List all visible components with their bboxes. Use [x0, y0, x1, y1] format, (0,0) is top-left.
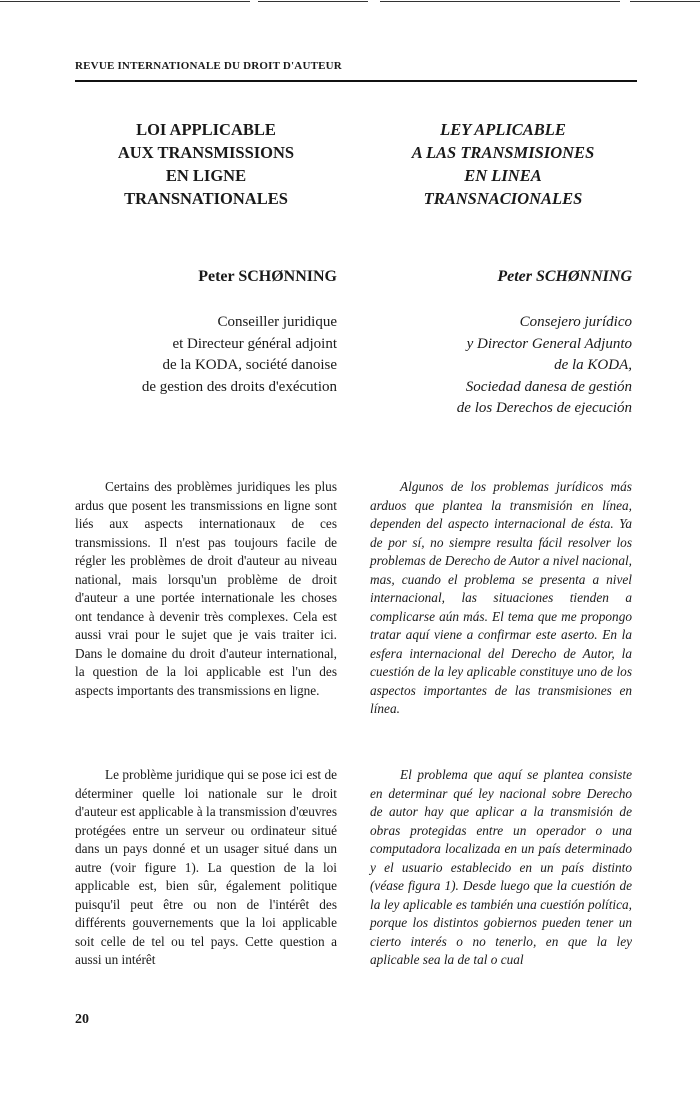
- title-french: [75, 118, 337, 210]
- page-number: 20: [75, 1012, 89, 1027]
- top-scan-edge: [0, 0, 700, 3]
- running-header: REVUE INTERNATIONALE DU DROIT D'AUTEUR: [75, 60, 342, 72]
- affiliation-es-line: Sociedad danesa de gestión: [465, 378, 632, 395]
- title-es-line: TRANSNACIONALES: [423, 189, 583, 208]
- title-es-line: A LAS TRANSMISIONES: [411, 143, 595, 162]
- affiliation-spanish: [370, 312, 632, 420]
- paragraph-text: Certains des problèmes juridiques les plus ardus que posent les transmissions en ligne sont liés aux aspects internationaux de ces transmissions. Il n'est pas toujours facile de régler les problèmes de droit d'auteur au niveau national, mais lorsqu'un problème de droit d'auteur a une portée internationale les choses ont tendance à devenir très complexes. Cela est aussi vrai pour le sujet que je vais traiter ici. Dans le domaine du droit d'auteur international, la question de la loi applicable est l'un des aspects importants des transmissions en ligne.: [75, 479, 337, 698]
- affiliation-fr-line: de la KODA, société danoise: [162, 357, 337, 373]
- affiliation-es-line: de la KODA,: [554, 357, 632, 373]
- affiliation-es-line: de los Derechos de ejecución: [456, 400, 632, 416]
- body-fr-paragraph-2: [75, 766, 337, 970]
- paragraph-text: El problema que aquí se plantea consiste en determinar qué ley nacional sobre Derecho de autor hay que aplicar a la transmisión de obras protegidas entre un operador o una computadora localizada en un país determinado y el usuario establecido en un país distinto (véase figura 1). Desde luego que la cuestión de la ley aplicable es también una cuestión política, porque los distintos gobiernos pueden tener un cierto interés o no tenerlo, en que la ley aplicable sea la de tal o cual: [370, 767, 632, 967]
- affiliation-french: [75, 312, 337, 398]
- title-fr-line: AUX TRANSMISSIONS: [117, 143, 295, 162]
- title-spanish: [372, 118, 634, 210]
- affiliation-es-line: Consejero jurídico: [519, 314, 632, 330]
- affiliation-fr-line: Conseiller juridique: [217, 314, 337, 330]
- title-fr-line: EN LIGNE: [165, 166, 247, 185]
- title-fr-line: LOI APPLICABLE: [136, 120, 276, 139]
- body-fr-paragraph-1: [75, 478, 337, 700]
- body-es-paragraph-1: [370, 478, 632, 719]
- author-spanish: Peter SCHØNNING: [497, 268, 632, 285]
- author-french: Peter SCHØNNING: [198, 268, 337, 285]
- body-es-paragraph-2: [370, 766, 632, 970]
- affiliation-fr-line: de gestion des droits d'exécution: [141, 378, 337, 395]
- title-es-line: EN LINEA: [464, 166, 542, 185]
- paragraph-text: Algunos de los problemas jurídicos más arduos que plantea la transmisión en línea, dependen del aspecto internacional de ésta. Ya de por sí, no siempre resulta fácil resolver los problemas de Derecho de Autor a nivel nacional, mas, cuando el problema se presenta a nivel internacional, las situaciones tienden a complicarse aún más. El tema que me propongo tratar aquí viene a confirmar este aserto. En la esfera internacional del Derecho de Autor, la cuestión de la ley aplicable constituye uno de los aspectos importantes de las transmisiones en línea.: [370, 479, 632, 716]
- affiliation-fr-line: et Directeur général adjoint: [172, 335, 337, 352]
- header-rule: [75, 80, 637, 82]
- affiliation-es-line: y Director General Adjunto: [466, 335, 632, 352]
- paragraph-text: Le problème juridique qui se pose ici est de déterminer quelle loi nationale sur le droit d'auteur est applicable à la transmission d'œuvres protégées entre un serveur ou ordinateur situé dans un pays donné et un usager situé dans un autre (voir figure 1). La question de la loi applicable est, bien sûr, également politique puisqu'il peut être ou non de l'intérêt des différents gouvernements que la loi applicable soit celle de tel ou tel pays. Cette question a aussi un intérêt: [75, 767, 337, 967]
- title-es-line: LEY APLICABLE: [440, 120, 566, 139]
- title-fr-line: TRANSNATIONALES: [124, 189, 288, 208]
